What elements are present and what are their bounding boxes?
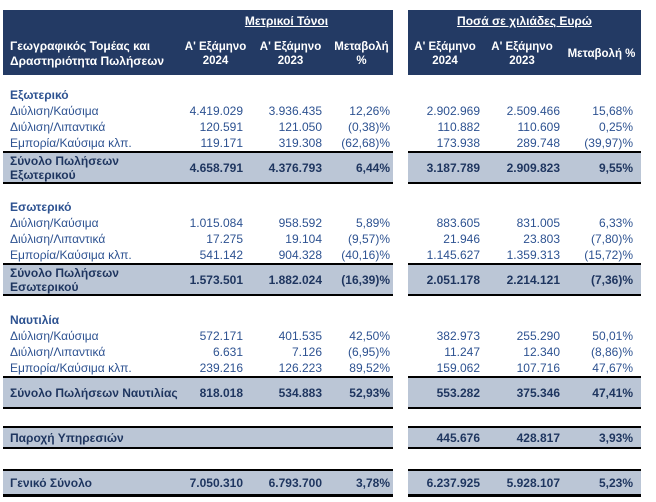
row-label: Εμπορία/Καύσιμα κλπ. [10, 361, 132, 375]
geo-sector-column-header: Γεωγραφικός Τομέας και Δραστηριότητα Πωλήσεων [10, 39, 165, 68]
cell-eur-change: (7,36)% [590, 272, 633, 287]
cell-mt-2024: 4.658.791 [189, 160, 243, 175]
cell-eur-2024: 21.946 [443, 232, 480, 246]
table-row [3, 119, 641, 135]
cell-eur-change: 9,55% [598, 160, 633, 175]
section-heading-row [3, 200, 641, 215]
cell-mt-change: (16,39)% [341, 272, 390, 287]
row-label: Διύλιση/Καύσιμα [10, 104, 99, 118]
group-gap [393, 426, 408, 449]
group-gap [393, 231, 408, 247]
cell-eur-2023: 255.290 [516, 329, 560, 343]
row-label: Εμπορία/Καύσιμα κλπ. [10, 136, 132, 150]
services-row [3, 426, 641, 449]
cell-eur-2023: 1.359.313 [506, 248, 560, 262]
cell-mt-change: 6,44% [355, 160, 390, 175]
section-total-row [3, 263, 641, 296]
group-gap [393, 376, 408, 409]
col-header-mt-h1-2024: Α' Εξάμηνο 2024 [184, 41, 247, 67]
cell-eur-2023: 2.909.823 [506, 160, 560, 175]
cell-eur-2024: 2.051.178 [426, 272, 480, 287]
cell-mt-2024: 6.631 [212, 345, 243, 359]
col-header-eur-change: Μεταβολή % [567, 48, 636, 60]
section-0 [3, 88, 641, 184]
section-heading-row [3, 313, 641, 328]
table-row [3, 215, 641, 231]
cell-mt-2024: 119.171 [200, 136, 243, 150]
cell-eur-2024: 883.605 [436, 216, 480, 230]
cell-eur-change: 0,25% [598, 120, 633, 134]
cell-mt-2024: 239.216 [199, 361, 243, 375]
section-total-right-block [408, 151, 641, 184]
grand-total-eur-2024: 6.237.925 [426, 475, 480, 490]
cell-eur-2024: 11.247 [444, 345, 480, 359]
cell-mt-2023: 534.883 [278, 385, 322, 400]
table-body [3, 88, 641, 409]
section-total-label: Σύνολο Πωλήσεων Εξωτερικού [10, 153, 119, 182]
cell-mt-change: 89,52% [349, 361, 390, 375]
cell-mt-change: 52,93% [349, 385, 390, 400]
cell-mt-2023: 401.535 [278, 329, 322, 343]
grand-total-mt-change: 3,78% [355, 475, 390, 490]
section-total-label: Σύνολο Πωλήσεων Ναυτιλίας [10, 385, 178, 400]
cell-mt-2024: 17.275 [206, 232, 243, 246]
cell-mt-change: 42,50% [349, 329, 390, 343]
cell-eur-change: (39,97)% [584, 136, 633, 150]
cell-mt-2024: 1.015.084 [189, 216, 243, 230]
table-row [3, 247, 641, 263]
cell-mt-2024: 541.142 [199, 248, 243, 262]
section-total-label: Σύνολο Πωλήσεων Εσωτερικού [10, 265, 119, 294]
group-gap [393, 151, 408, 184]
header-right-group [408, 10, 641, 75]
row-label: Διύλιση/Καύσιμα [10, 329, 99, 343]
grand-total-left-block [3, 469, 393, 497]
grand-total-label: Γενικό Σύνολο [10, 475, 92, 490]
cell-eur-change: 15,68% [592, 104, 633, 118]
section-2 [3, 313, 641, 409]
cell-eur-2024: 1.145.627 [426, 248, 480, 262]
grand-total-eur-2023: 5.928.107 [506, 475, 560, 490]
cell-eur-2023: 831.005 [516, 216, 560, 230]
group-gap [393, 215, 408, 231]
cell-mt-2023: 126.223 [278, 361, 322, 375]
services-eur-2023: 428.817 [516, 430, 560, 445]
group-title-eur-thousands: Ποσά σε χιλιάδες Ευρώ [457, 14, 592, 28]
section-total-left-block [3, 151, 393, 184]
cell-eur-2024: 173.938 [436, 136, 480, 150]
cell-mt-2023: 7.126 [291, 345, 322, 359]
row-label: Διύλιση/Λιπαντικά [10, 232, 106, 246]
section-heading-row [3, 88, 641, 103]
cell-eur-2023: 375.346 [516, 385, 560, 400]
cell-mt-change: 12,26% [349, 104, 390, 118]
header-left-group [3, 10, 393, 75]
table-row [3, 103, 641, 119]
cell-eur-2024: 382.973 [436, 329, 480, 343]
group-gap [393, 135, 408, 151]
cell-eur-2023: 23.803 [523, 232, 560, 246]
table-row [3, 231, 641, 247]
section-title: Εξωτερικό [10, 88, 69, 102]
section-1 [3, 200, 641, 296]
services-label: Παροχή Υπηρεσιών [10, 430, 124, 445]
cell-eur-2024: 3.187.789 [426, 160, 480, 175]
table-row [3, 344, 641, 360]
grand-total-mt-2023: 6.793.700 [268, 475, 322, 490]
cell-eur-2023: 107.716 [516, 361, 560, 375]
cell-mt-2024: 120.591 [199, 120, 243, 134]
section-total-left-block [3, 376, 393, 409]
group-title-eur-thousands-wrap [408, 10, 641, 33]
services-eur-2024: 445.676 [436, 430, 480, 445]
group-gap [393, 119, 408, 135]
row-label: Εμπορία/Καύσιμα κλπ. [10, 248, 132, 262]
group-title-metric-tons: Μετρικοί Τόνοι [244, 14, 329, 28]
group-gap [393, 360, 408, 376]
cell-mt-change: (62,68)% [341, 136, 390, 150]
section-total-row [3, 376, 641, 409]
row-label: Διύλιση/Λιπαντικά [10, 345, 106, 359]
group-gap [393, 263, 408, 296]
cell-eur-2023: 110.609 [517, 120, 560, 134]
group-gap [393, 344, 408, 360]
services-left-block [3, 426, 393, 449]
cell-mt-2024: 572.171 [199, 329, 243, 343]
sales-breakdown-table [3, 10, 641, 497]
table-header [3, 10, 641, 75]
cell-eur-2024: 110.882 [437, 120, 480, 134]
cell-eur-change: (15,72)% [584, 248, 633, 262]
header-columns-right [408, 33, 641, 75]
cell-mt-2023: 958.592 [278, 216, 322, 230]
cell-eur-2024: 159.062 [436, 361, 480, 375]
grand-total-mt-2024: 7.050.310 [189, 475, 243, 490]
cell-mt-change: (40,16)% [341, 248, 390, 262]
table-row [3, 135, 641, 151]
row-label: Διύλιση/Λιπαντικά [10, 120, 106, 134]
cell-mt-2023: 1.882.024 [268, 272, 322, 287]
section-total-right-block [408, 263, 641, 296]
cell-mt-change: (0,38)% [347, 120, 390, 134]
cell-mt-2023: 121.050 [278, 120, 322, 134]
section-total-right-block [408, 376, 641, 409]
cell-mt-2023: 3.936.435 [268, 104, 322, 118]
cell-mt-change: (9,57)% [347, 232, 390, 246]
group-gap [393, 103, 408, 119]
cell-eur-2023: 289.748 [516, 136, 560, 150]
cell-eur-change: 50,01% [592, 329, 633, 343]
cell-mt-2023: 904.328 [278, 248, 322, 262]
col-header-eur-h1-2023: Α' Εξάμηνο 2023 [491, 41, 553, 67]
section-total-row [3, 151, 641, 184]
cell-mt-2024: 818.018 [199, 385, 243, 400]
cell-mt-2023: 319.308 [278, 136, 322, 150]
section-title: Ναυτιλία [10, 313, 60, 327]
cell-mt-change: 5,89% [355, 216, 390, 230]
services-right-block [408, 426, 641, 449]
grand-total-row [3, 469, 641, 497]
group-gap [393, 10, 408, 75]
cell-mt-2023: 19.104 [285, 232, 322, 246]
col-header-eur-h1-2024: Α' Εξάμηνο 2024 [414, 41, 476, 67]
group-gap [393, 328, 408, 344]
services-eur-change: 3,93% [598, 430, 633, 445]
cell-eur-2024: 2.902.969 [426, 104, 480, 118]
col-header-mt-h1-2023: Α' Εξάμηνο 2023 [259, 41, 322, 67]
cell-mt-2024: 1.573.501 [189, 272, 243, 287]
col-header-mt-change: Μεταβολή % [334, 41, 389, 67]
cell-mt-2023: 4.376.793 [268, 160, 322, 175]
grand-total-eur-change: 5,23% [598, 475, 633, 490]
cell-eur-change: (8,86)% [590, 345, 633, 359]
group-gap [393, 247, 408, 263]
section-total-left-block [3, 263, 393, 296]
grand-total-right-block [408, 469, 641, 497]
cell-mt-change: (6,95)% [347, 345, 390, 359]
section-title: Εσωτερικό [10, 200, 72, 214]
row-label: Διύλιση/Καύσιμα [10, 216, 99, 230]
cell-eur-change: 47,67% [592, 361, 633, 375]
cell-eur-change: (7,80)% [590, 232, 633, 246]
table-row [3, 328, 641, 344]
group-gap [393, 469, 408, 497]
cell-eur-change: 47,41% [592, 385, 633, 400]
cell-eur-2024: 553.282 [436, 385, 480, 400]
table-row [3, 360, 641, 376]
cell-eur-change: 6,33% [598, 216, 633, 230]
header-columns-left [3, 33, 393, 75]
cell-eur-2023: 2.509.466 [506, 104, 560, 118]
group-title-metric-tons-wrap [3, 10, 393, 33]
cell-mt-2024: 4.419.029 [189, 104, 243, 118]
cell-eur-2023: 2.214.121 [506, 272, 560, 287]
cell-eur-2023: 12.340 [523, 345, 560, 359]
